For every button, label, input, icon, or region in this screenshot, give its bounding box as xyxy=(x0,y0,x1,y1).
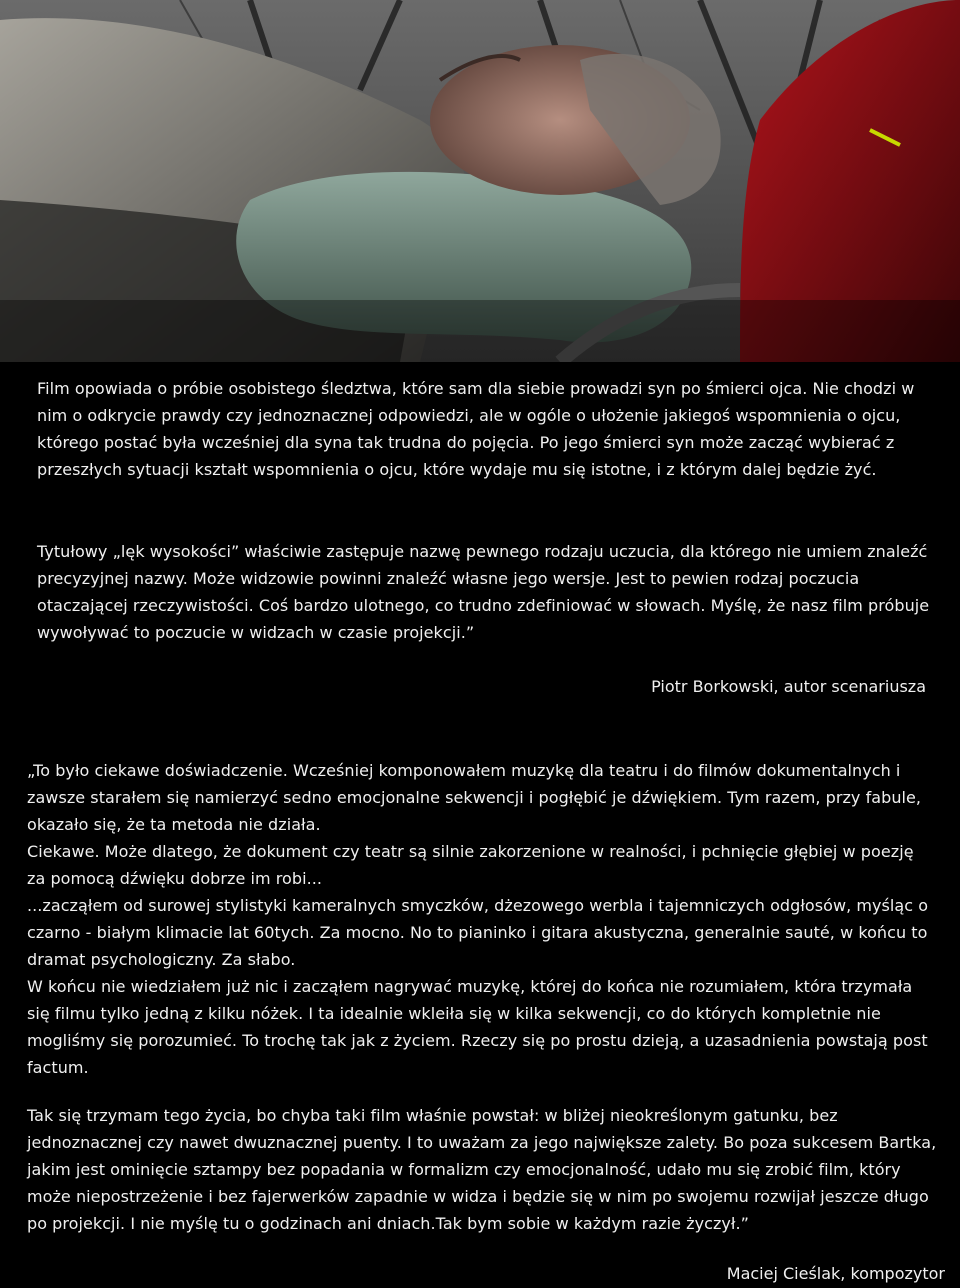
section1-signature: Piotr Borkowski, autor scenariusza xyxy=(651,677,926,696)
section2-line: W końcu nie wiedziałem już nic i zacząłem nagrywać muzykę, której do końca nie rozumiałem, która trzymała się filmu tylko jedną z kilku nóżek. I ta idealnie wkleiła się w kilka sekwencji, co do których kompletnie nie mogliśmy się porozumieć. To trochę tak jak z życiem. Rzeczy się po prostu dzieją, a uzasadnienia powstają post factum. xyxy=(27,977,928,1077)
hero-photo-image xyxy=(0,0,960,362)
section2-body xyxy=(27,757,937,1081)
section2-signature: Maciej Cieślak, kompozytor xyxy=(726,1264,945,1283)
section2-line: Ciekawe. Może dlatego, że dokument czy teatr są silnie zakorzenione w realności, i pchnięcie głębiej w poezję za pomocą dźwięku dobrze im robi... xyxy=(27,842,914,888)
section1-paragraph2: Tytułowy „lęk wysokości” właściwie zastępuje nazwę pewnego rodzaju uczucia, dla którego nie umiem znaleźć precyzyjnej nazwy. Może widzowie powinni znaleźć własne jego wersje. Jest to pewien rodzaj poczucia otaczającej rzeczywistości. Coś bardzo ulotnego, co trudno zdefiniować w słowach. Myślę, że nasz film próbuje wywoływać to poczucie w widzach w czasie projekcji.” xyxy=(37,542,930,642)
section2-final-paragraph: Tak się trzymam tego życia, bo chyba taki film właśnie powstał: w bliżej nieokreślonym gatunku, bez jednoznacznej czy nawet dwuznacznej puenty. I to uważam za jego największe zalety. Bo poza sukcesem Bartka, jakim jest ominięcie sztampy bez popadania w formalizm czy emocjonalność, udało mu się zrobić film, który może niepostrzeżenie i bez fajerwerków zapadnie w widza i będzie się w nim po swojemu rozwijał jeszcze długo po projekcji. I nie myślę tu o godzinach ani dniach.Tak bym sobie w każdym razie życzył.” xyxy=(27,1106,937,1233)
section1-paragraph1: Film opowiada o próbie osobistego śledztwa, które sam dla siebie prowadzi syn po śmierci ojca. Nie chodzi w nim o odkrycie prawdy czy jednoznacznej odpowiedzi, ale w ogóle o ułożenie jakiegoś wspomnienia o ojcu, którego postać była wcześniej dla syna tak trudna do pojęcia. Po jego śmierci syn może zacząć wybierać z przeszłych sytuacji kształt wspomnienia o ojcu, które wydaje mu się istotne, i z którym dalej będzie żyć. xyxy=(37,379,915,479)
hero-photo xyxy=(0,0,960,362)
section2-line: ...zacząłem od surowej stylistyki kameralnych smyczków, dżezowego werbla i tajemniczych odgłosów, myśląc o czarno - białym klimacie lat 60tych. Za mocno. No to pianinko i gitara akustyczna, generalnie sauté, w końcu to dramat psychologiczny. Za słabo. xyxy=(27,896,929,969)
section2-line: „To było ciekawe doświadczenie. Wcześniej komponowałem muzykę dla teatru i do filmów dokumentalnych i zawsze starałem się namierzyć sedno emocjonalne sekwencji i pogłębić je dźwiękiem. Tym razem, przy fabule, okazało się, że ta metoda nie działa. xyxy=(27,761,922,834)
